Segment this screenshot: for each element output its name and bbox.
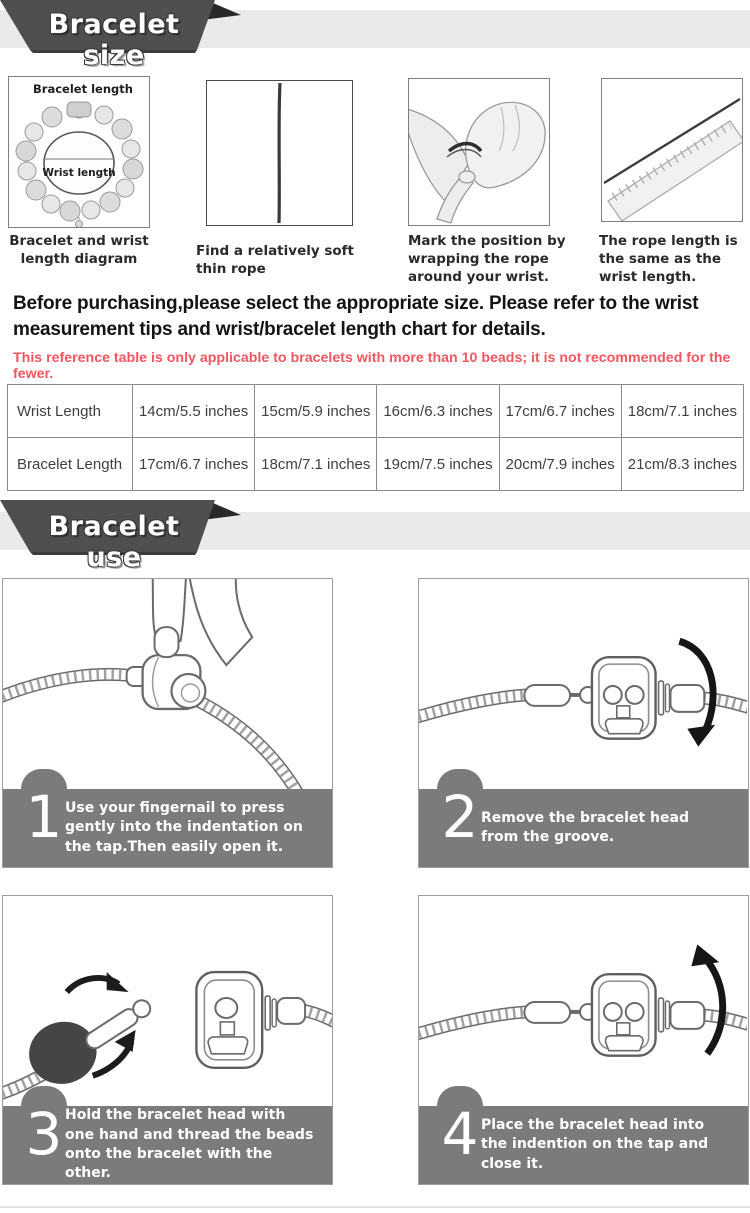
cell: 17cm/6.7 inches [133, 438, 255, 491]
step2-illustration [419, 579, 747, 789]
cell: 17cm/6.7 inches [499, 385, 621, 438]
cell: 18cm/7.1 inches [621, 385, 743, 438]
step4-illustration [419, 896, 747, 1106]
size-chart-table [7, 384, 744, 491]
step2-caption-bar [419, 783, 748, 867]
rotate-up-arrow-icon [705, 958, 722, 1053]
warning-text: This reference table is only applicable to bracelets with more than 10 beads; it is not recommended for the fewer. [13, 350, 731, 382]
step3-illustration [3, 896, 332, 1106]
use-step-panel-4 [418, 895, 749, 1185]
row-header-wrist: Wrist Length [8, 385, 133, 438]
arrowhead [687, 725, 715, 747]
step4-text: Place the bracelet head into the indention on the tap and close it. [481, 1117, 709, 1172]
arrowhead [107, 972, 129, 992]
arrowhead [691, 944, 719, 966]
banner-bracelet-size [0, 0, 750, 71]
label-wrist-length: Wrist length [42, 167, 116, 179]
measure-step-diagram [8, 76, 158, 267]
cell: 21cm/8.3 inches [621, 438, 743, 491]
ruler-illustration [601, 78, 743, 222]
use-step-panel-1 [2, 578, 333, 868]
rope-illustration [206, 80, 353, 226]
bracelet-diagram-illustration [8, 76, 150, 228]
row-header-bracelet: Bracelet Length [8, 438, 133, 491]
step1-number: 1 [25, 783, 63, 851]
measure-caption-3: Mark the position by wrapping the rope around your wrist. [408, 233, 566, 285]
step3-text: Hold the bracelet head with one hand and thread the beads onto the bracelet with the other. [65, 1107, 314, 1182]
measure-caption-1: Bracelet and wrist length diagram [9, 233, 149, 267]
measure-step-wrap-wrist [408, 78, 568, 285]
step2-number: 2 [441, 783, 479, 851]
use-step-panel-2 [418, 578, 749, 868]
banner-bracelet-use [0, 498, 750, 573]
step4-caption-bar [419, 1100, 748, 1184]
step3-caption-bar [3, 1100, 332, 1184]
cell: 18cm/7.1 inches [255, 438, 377, 491]
section-title-bracelet-size: Bracelet size [48, 9, 180, 71]
step4-number: 4 [441, 1100, 479, 1168]
section-title-bracelet-use: Bracelet use [48, 511, 180, 573]
step1-caption-bar [3, 783, 332, 867]
measure-caption-2: Find a relatively soft thin rope [196, 243, 354, 277]
bottom-divider [0, 1206, 750, 1208]
step3-number: 3 [25, 1100, 63, 1168]
intro-text: Before purchasing,please select the appropriate size. Please refer to the wrist measurement tips and wrist/bracelet length chart for details. [13, 293, 699, 340]
cell: 19cm/7.5 inches [377, 438, 499, 491]
step1-illustration [3, 579, 332, 789]
cell: 14cm/5.5 inches [133, 385, 255, 438]
step1-text: Use your fingernail to press gently into the indentation on the tap.Then easily open it. [65, 800, 303, 855]
measure-step-rope [196, 80, 366, 277]
step2-text: Remove the bracelet head from the groove. [481, 809, 689, 845]
measure-caption-4: The rope length is the same as the wrist length. [599, 233, 738, 285]
cell: 15cm/5.9 inches [255, 385, 377, 438]
use-step-panel-3 [2, 895, 333, 1185]
label-bracelet-length: Bracelet length [33, 82, 133, 96]
table-row-wrist [8, 385, 744, 438]
cell: 20cm/7.9 inches [499, 438, 621, 491]
cell: 16cm/6.3 inches [377, 385, 499, 438]
wrist-wrap-illustration [408, 78, 550, 226]
measure-step-ruler [599, 78, 750, 285]
table-row-bracelet [8, 438, 744, 491]
